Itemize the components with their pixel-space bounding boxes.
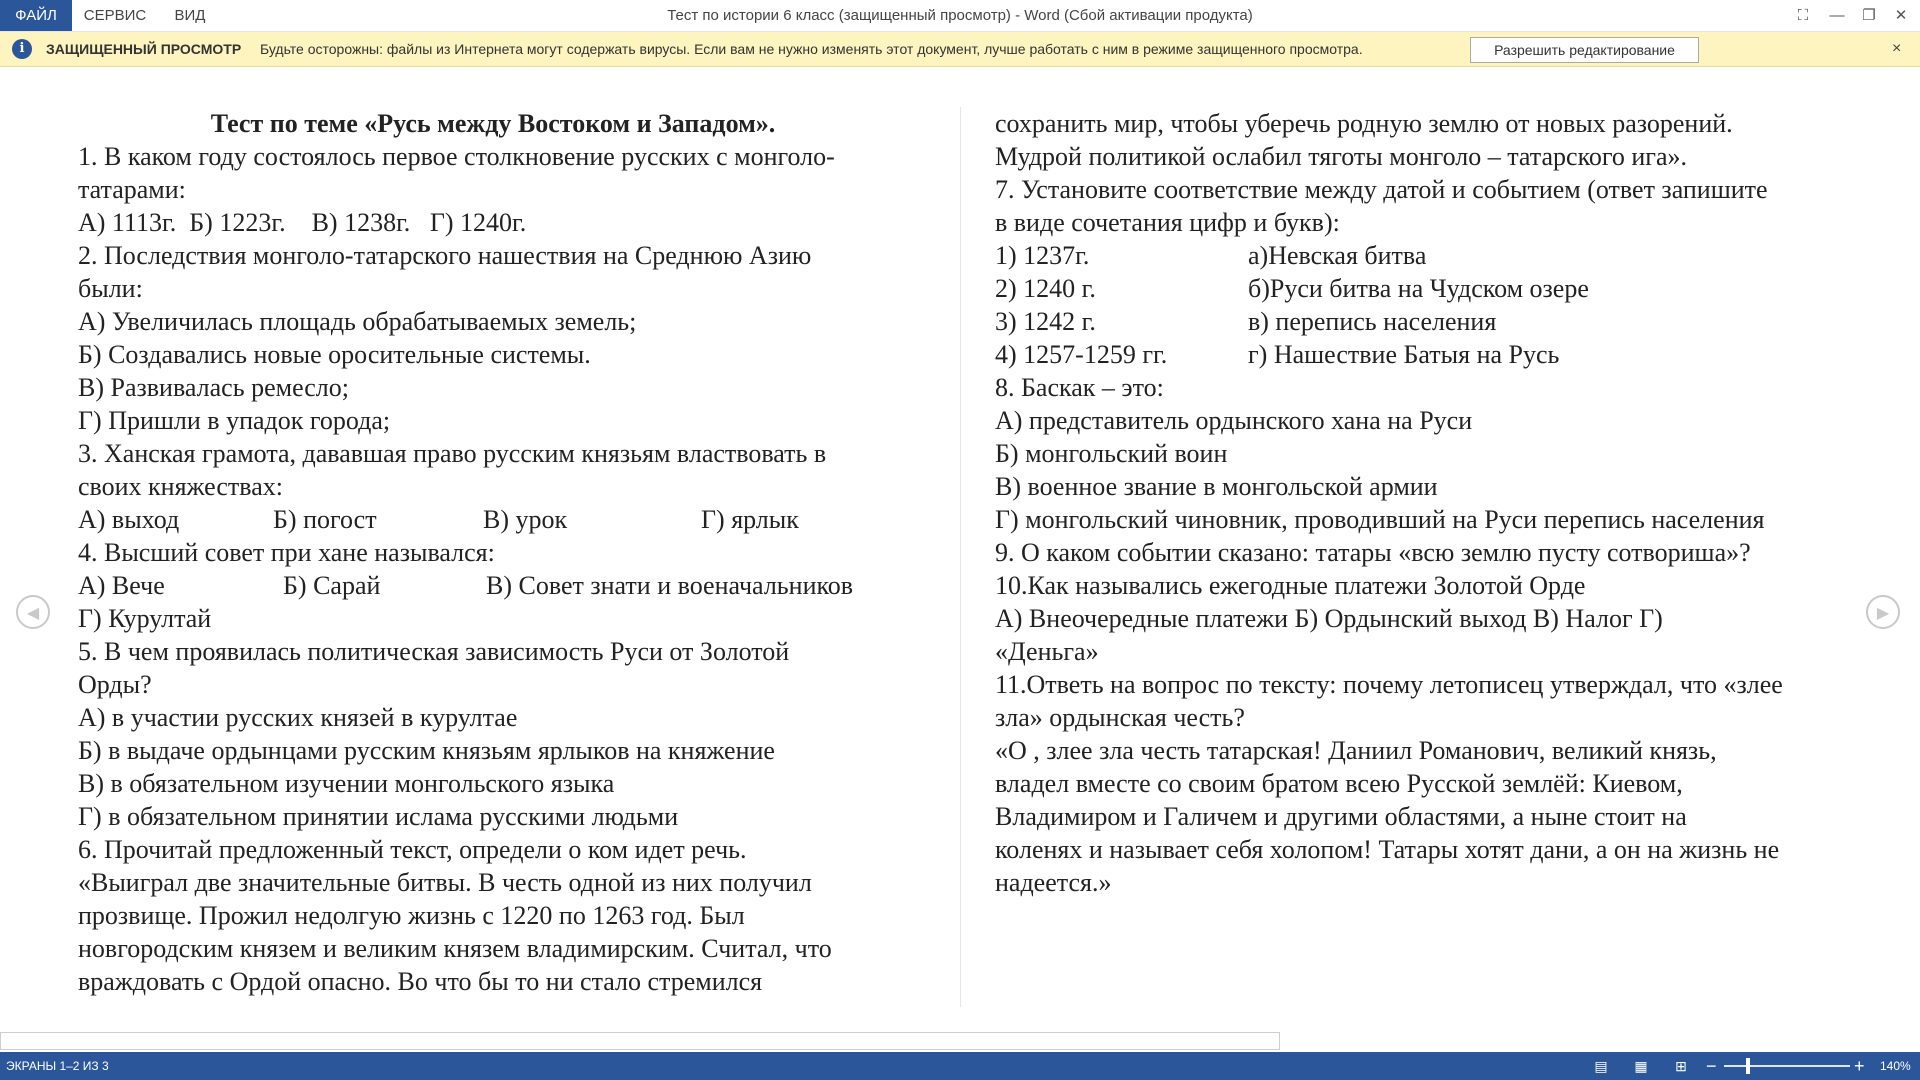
option: Г) 1240г. — [429, 208, 527, 237]
close-icon[interactable]: × — [1892, 40, 1902, 57]
question-2-cont: были: — [78, 274, 143, 303]
option: «Деньга» — [995, 637, 1099, 666]
option: А) Увеличилась площадь обрабатываемых земель; — [78, 307, 637, 336]
option: В) Развивалась ремесло; — [78, 373, 349, 402]
fullscreen-icon[interactable]: ⛶ — [1797, 7, 1809, 24]
question-10-options: А) Внеочередные платежи Б) Ордынский выход В) Налог Г) — [995, 604, 1663, 633]
option: Г) Пришли в упадок города; — [78, 406, 391, 435]
text-line: сохранить мир, чтобы уберечь родную землю от новых разорений. — [995, 109, 1733, 138]
option: А) представитель ордынского хана на Руси — [995, 406, 1473, 435]
question-7-cont: в виде сочетания цифр и букв): — [995, 208, 1340, 237]
option: Б) 1223г. — [189, 208, 286, 237]
option: В) военное звание в монгольской армии — [995, 472, 1438, 501]
question-5-cont: Орды? — [78, 670, 152, 699]
text-line: враждовать с Ордой опасно. Во что бы то ни стало стремился — [78, 967, 763, 996]
right-column — [995, 107, 1875, 899]
match-event: б)Руси битва на Чудском озере — [1248, 274, 1589, 303]
question-9: 9. О каком событии сказано: татары «всю землю пусту сотвориша»? — [995, 538, 1751, 567]
page-title: Тест по теме «Русь между Востоком и Западом». — [210, 109, 776, 138]
text-line: «О , злее зла честь татарская! Даниил Романович, великий князь, — [995, 736, 1717, 765]
question-11: 11.Ответь на вопрос по тексту: почему летописец утверждал, что «злее — [995, 670, 1783, 699]
document-area — [0, 67, 1920, 1035]
restore-button[interactable]: ❐ — [1862, 7, 1876, 24]
question-1-options — [78, 206, 908, 239]
question-4: 4. Высший совет при хане назывался: — [78, 538, 495, 567]
text-line: коленях и называет себя холопом! Татары хотят дани, а он на жизнь не — [995, 835, 1780, 864]
text-line: владел вместе со своим братом всею Русской землёй: Киевом, — [995, 769, 1683, 798]
read-mode-icon[interactable]: ▤ — [1594, 1058, 1608, 1074]
option: Б) в выдаче ордынцами русским князьям ярлыков на княжение — [78, 736, 775, 765]
text-line: новгородским князем и великим князем владимирским. Считал, что — [78, 934, 832, 963]
tab-service[interactable]: СЕРВИС — [83, 7, 147, 24]
protected-view-message: Будьте осторожны: файлы из Интернета могут содержать вирусы. Если вам не нужно изменять этот документ, лучше работать с ним в режиме защищенного просмотра. — [260, 41, 1363, 57]
horizontal-scrollbar[interactable] — [0, 1032, 1280, 1050]
previous-screen-button[interactable]: ◀ — [16, 595, 50, 629]
zoom-level[interactable]: 140% — [1880, 1059, 1911, 1073]
question-11-cont: зла» ордынская честь? — [995, 703, 1245, 732]
minimize-button[interactable]: — — [1829, 7, 1845, 24]
window-title: Тест по истории 6 класс (защищенный просмотр) - Word (Сбой активации продукта) — [667, 7, 1253, 24]
question-2: 2. Последствия монголо-татарского нашествия на Среднюю Азию — [78, 241, 812, 270]
text-line: надеется.» — [995, 868, 1112, 897]
text-line: Владимиром и Галичем и другими областями, а ныне стоит на — [995, 802, 1687, 831]
question-5: 5. В чем проявилась политическая зависимость Руси от Золотой — [78, 637, 790, 666]
print-layout-icon[interactable]: ▦ — [1634, 1058, 1648, 1074]
option: А) Вече — [78, 571, 165, 600]
match-event: а)Невская битва — [1248, 241, 1427, 270]
option: В) урок — [483, 505, 568, 534]
option: Б) Сарай — [283, 571, 381, 600]
left-column — [78, 107, 908, 998]
text-line: прозвище. Прожил недолгую жизнь с 1220 по 1263 год. Был — [78, 901, 745, 930]
option: В) в обязательном изучении монгольского языка — [78, 769, 615, 798]
tab-file[interactable]: ФАЙЛ — [0, 0, 72, 31]
zoom-in-button[interactable]: + — [1854, 1056, 1865, 1076]
match-date: 4) 1257-1259 гг. — [995, 340, 1168, 369]
option: Б) монгольский воин — [995, 439, 1228, 468]
question-1-cont: татарами: — [78, 175, 186, 204]
close-button[interactable]: ✕ — [1894, 7, 1908, 24]
option: А) 1113г. — [78, 208, 177, 237]
zoom-out-button[interactable]: − — [1706, 1056, 1717, 1076]
question-6: 6. Прочитай предложенный текст, определи о ком идет речь. — [78, 835, 747, 864]
shield-icon: i — [12, 39, 32, 59]
option: Г) монгольский чиновник, проводивший на Руси перепись населения — [995, 505, 1765, 534]
next-screen-button[interactable]: ▶ — [1866, 595, 1900, 629]
title-bar — [0, 0, 1920, 32]
option: А) выход — [78, 505, 180, 534]
zoom-slider-thumb[interactable] — [1746, 1058, 1750, 1074]
enable-editing-button[interactable]: Разрешить редактирование — [1470, 37, 1699, 63]
zoom-slider[interactable] — [1724, 1065, 1850, 1067]
match-date: 2) 1240 г. — [995, 274, 1096, 303]
option: Г) Курултай — [78, 604, 212, 633]
question-7-matching — [995, 239, 1875, 371]
text-line: «Выиграл две значительные битвы. В честь одной из них получил — [78, 868, 812, 897]
option: В) 1238г. — [311, 208, 411, 237]
protected-view-label: ЗАЩИЩЕННЫЙ ПРОСМОТР — [46, 41, 242, 57]
match-event: г) Нашествие Батыя на Русь — [1248, 340, 1560, 369]
question-1: 1. В каком году состоялось первое столкновение русских с монголо- — [78, 142, 835, 171]
option: Г) в обязательном принятии ислама русскими людьми — [78, 802, 679, 831]
option: Б) погост — [273, 505, 377, 534]
question-10: 10.Как назывались ежегодные платежи Золотой Орде — [995, 571, 1586, 600]
text-line: Мудрой политикой ослабил тяготы монголо – татарского ига». — [995, 142, 1688, 171]
question-7: 7. Установите соответствие между датой и событием (ответ запишите — [995, 175, 1768, 204]
question-3-options — [78, 503, 908, 536]
column-divider — [960, 107, 961, 1007]
option: Г) ярлык — [701, 505, 799, 534]
status-bar — [0, 1052, 1920, 1080]
option: А) в участии русских князей в курултае — [78, 703, 518, 732]
page-count: ЭКРАНЫ 1–2 ИЗ 3 — [6, 1059, 109, 1073]
match-date: 3) 1242 г. — [995, 307, 1096, 336]
option: Б) Создавались новые оросительные системы. — [78, 340, 591, 369]
question-8: 8. Баскак – это: — [995, 373, 1164, 402]
question-3: 3. Ханская грамота, дававшая право русским князьям властвовать в — [78, 439, 827, 468]
match-event: в) перепись населения — [1248, 307, 1497, 336]
web-layout-icon[interactable]: ⊞ — [1675, 1058, 1687, 1074]
question-3-cont: своих княжествах: — [78, 472, 283, 501]
option: В) Совет знати и военачальников — [486, 571, 854, 600]
protected-view-bar — [0, 32, 1920, 67]
match-date: 1) 1237г. — [995, 241, 1090, 270]
question-4-options — [78, 569, 908, 602]
tab-view[interactable]: ВИД — [174, 7, 206, 24]
